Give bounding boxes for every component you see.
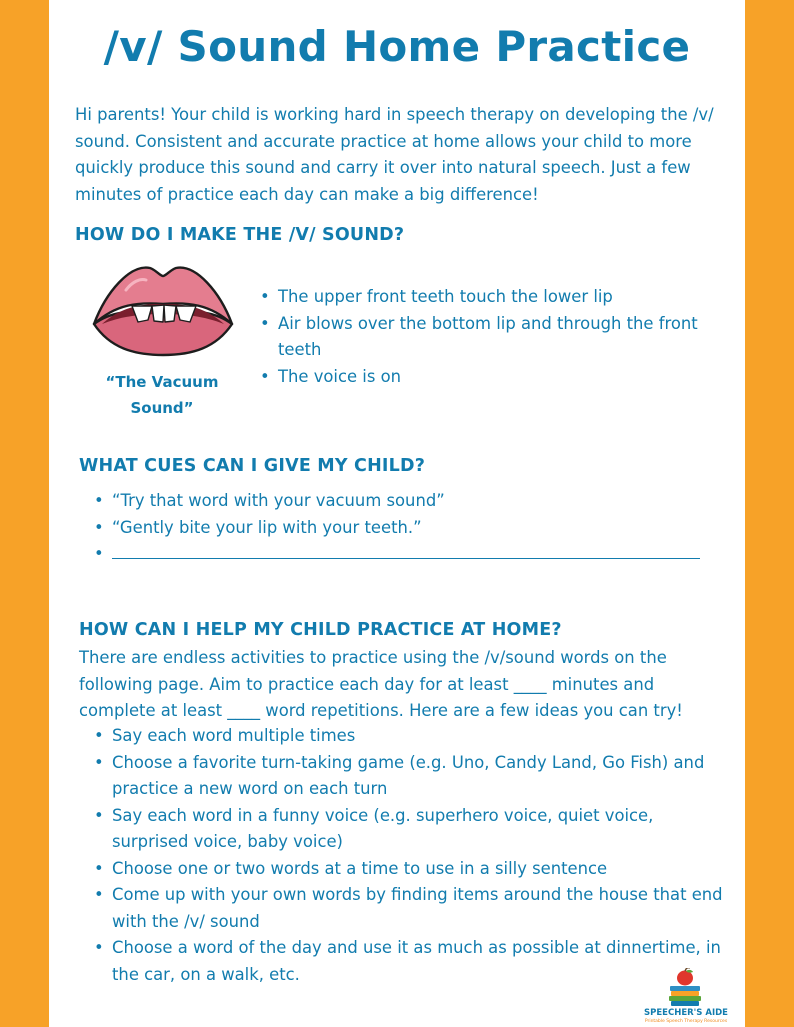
left-border <box>0 0 49 1027</box>
make-sound-list <box>258 284 713 390</box>
list-item: • “Gently bite your lip with your teeth.” <box>92 515 712 542</box>
list-item: • Choose one or two words at a time to use in a silly sentence <box>92 856 732 883</box>
list-item: • Choose a favorite turn-taking game (e.g. Uno, Candy Land, Go Fish) and practice a new word on each turn <box>92 750 732 803</box>
heading-make-sound: HOW DO I MAKE THE /V/ SOUND? <box>75 225 405 245</box>
list-item: • The voice is on <box>258 364 713 391</box>
intro-paragraph: Hi parents! Your child is working hard in speech therapy on developing the /v/ sound. Consistent and accurate practice at home allows your child to more quickly produce this sound and carry it over into natural speech. Just a few minutes of practice each day can make a big difference! <box>75 105 714 204</box>
blank-cue-item <box>92 541 712 568</box>
practice-intro-paragraph: There are endless activities to practice using the /v/sound words on the following page. Aim to practice each day for at least ____ minutes and complete at least ____ word repetitions. Here are a few ideas you can try! <box>79 648 683 720</box>
blank-cue-line <box>112 543 700 559</box>
page-title: /v/ Sound Home Practice <box>103 22 691 71</box>
practice-ideas-list <box>92 723 732 988</box>
brand-tagline: Printable Speech Therapy Resources <box>644 1019 728 1024</box>
heading-practice: HOW CAN I HELP MY CHILD PRACTICE AT HOME? <box>79 620 562 640</box>
list-item: • Say each word multiple times <box>92 723 732 750</box>
right-border <box>745 0 794 1027</box>
list-item: • Choose a word of the day and use it as much as possible at dinnertime, in the car, on a walk, etc. <box>92 935 732 988</box>
lips-illustration <box>92 262 234 358</box>
list-item: • Come up with your own words by finding items around the house that end with the /v/ sound <box>92 882 732 935</box>
cues-list <box>92 488 712 568</box>
heading-cues: WHAT CUES CAN I GIVE MY CHILD? <box>79 456 426 476</box>
brand-name: SPEECHER'S AIDE <box>644 1008 728 1018</box>
list-item: • Air blows over the bottom lip and through the front teeth <box>258 311 713 364</box>
image-caption: “The Vacuum Sound” <box>105 373 219 417</box>
list-item: • Say each word in a funny voice (e.g. superhero voice, quiet voice, surprised voice, baby voice) <box>92 803 732 856</box>
list-item: • The upper front teeth touch the lower lip <box>258 284 713 311</box>
list-item: • “Try that word with your vacuum sound” <box>92 488 712 515</box>
